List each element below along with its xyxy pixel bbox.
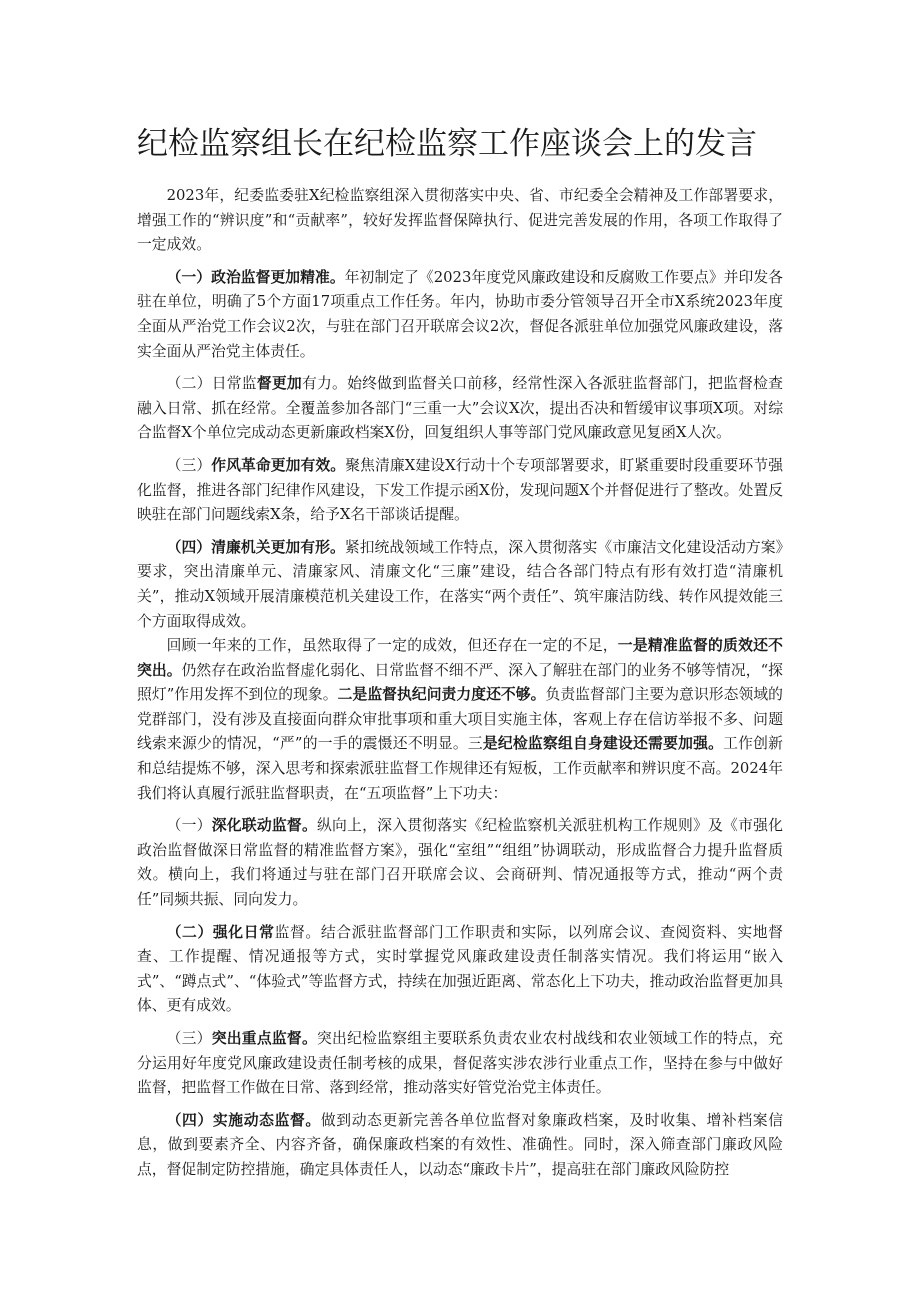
plan-body-1: 纵向上，深入贯彻落实《纪检监察机关派驻机构工作规则》及《市强化政治监督做深日常监督的精准监督方案》，强化“室组”“组组”协调联动，形成监督合力提升监督质效。横向上，我们将通过与驻在部门召开联席会议、会商研判、情况通报等方式，推动“两个责任”同频共振、同向发力。 [137, 817, 783, 909]
achievement-paragraph-3 [137, 454, 783, 528]
plan-body-4: 做到动态更新完善各单位监督对象廉政档案，及时收集、增补档案信息，做到要素齐全、内容齐备，确保廉政档案的有效性、准确性。同时，深入筛查部门廉政风险点，督促制定防控措施，确定具体责任人，以动态“廉政卡片”，提高驻在部门廉政风险防控 [137, 1111, 783, 1178]
document-title: 纪检监察组长在纪检监察工作座谈会上的发言 [137, 126, 757, 162]
plan-heading-1: 深化联动监督。 [211, 817, 317, 835]
achievement-heading-1: （一）政治监督更加精准。 [166, 268, 345, 286]
achievement-body-3: 聚焦清廉X建设X行动十个专项部署要求，盯紧重要时段重要环节强化监督，推进各部门纪律作风建设，下发工作提示函X份，发现问题X个并督促进行了整改。处置反映驻在部门问题线索X条，给予X名干部谈话提醒。 [137, 456, 783, 524]
achievement-prefix-2: （二）日常监 [166, 375, 257, 393]
review-paragraph [137, 634, 783, 806]
achievement-heading-3: 作风革命更加有效。 [211, 456, 346, 474]
plan-heading-4: （四）实施动态监督。 [166, 1111, 321, 1129]
plan-paragraph-2 [137, 921, 783, 1019]
achievement-paragraph-4 [137, 536, 783, 634]
achievement-body-1: 年初制定了《2023年度党风廉政建设和反腐败工作要点》并印发各驻在单位，明确了5个方面17项重点工作任务。年内，协助市委分管领导召开全市X系统2023年度全面从严治党工作会议2次，与驻在部门召开联席会议2次，督促各派驻单位加强党风廉政建设，落实全面从严治党主体责任。 [137, 268, 783, 360]
review-text-2: 仍然存在政治监督虚化弱化、日常监督不细不严、深入了解驻在部门的业务不够等情况，“探照灯”作用发挥不到位的现象。 [137, 661, 783, 704]
plan-prefix-1: （一） [166, 817, 212, 835]
achievement-body-2: 有力。始终做到监督关口前移，经常性深入各派驻监督部门，把监督检查融入日常、抓在经常。全覆盖参加各部门“三重一大”会议X次，提出否决和暂缓审议事项X项。对综合监督X个单位完成动态更新廉政档案X份，回复组织人事等部门党风廉政意见复函X人次。 [137, 375, 783, 442]
achievement-paragraph-2 [137, 372, 783, 446]
achievement-prefix-3: （三） [166, 456, 212, 474]
plan-body-2: 监督。结合派驻监督部门工作职责和实际，以列席会议、查阅资料、实地督查、工作提醒、情况通报等方式，实时掌握党风廉政建设责任制落实情况。我们将运用“嵌入式”、“蹲点式”、“体验式”等监督方式，持续在加强近距离、常态化上下功夫，推动政治监督更加具体、更有成效。 [137, 923, 783, 1015]
document-page [137, 118, 783, 1191]
plan-body-3: 突出纪检监察组主要联系负责农业农村战线和农业领域工作的特点，充分运用好年度党风廉政建设责任制考核的成果，督促落实涉农涉行业重点工作，坚持在参与中做好监督，把监督工作做在日常、落到经常，推动落实好管党治党主体责任。 [137, 1030, 783, 1097]
achievement-heading-2: 督更加 [256, 375, 302, 393]
intro-paragraph: 2023年，纪委监委驻X纪检监察组深入贯彻落实中央、省、市纪委全会精神及工作部署要求，增强工作的“辨识度”和“贡献率”，较好发挥监督保障执行、促进完善发展的作用，各项工作取得了一定成效。 [137, 187, 783, 254]
achievement-body-4: 紧扣统战领域工作特点，深入贯彻落实《市廉洁文化建设活动方案》要求，突出清廉单元、清廉家风、清廉文化“三廉”建设，结合各部门特点有形有效打造“清廉机关”，推动X领域开展清廉模范机关建设工作，在落实“两个责任”、筑牢廉洁防线、转作风提效能三个方面取得成效。 [137, 538, 783, 630]
review-text-1: 回顾一年来的工作，虽然取得了一定的成效，但还存在一定的不足， [166, 637, 618, 655]
achievement-paragraph-1 [137, 266, 783, 364]
plan-paragraph-4 [137, 1109, 783, 1183]
review-text-3: 负责监督部门主要为意识形态领域的党群部门，没有涉及直接面向群众审批事项和重大项目实施主体，客观上存在信访举报不多、问题线索来源少的情况，“严”的一手的震慑还不明显。三 [137, 686, 783, 753]
review-shortcoming-3: 是纪检监察组自身建设还需要加强。 [482, 735, 724, 753]
review-shortcoming-2: 二是监督执纪问责力度还不够。 [337, 686, 546, 704]
plan-prefix-3: （三） [166, 1030, 212, 1047]
review-text-4: 工作创新和总结提炼不够，深入思考和探索派驻监督工作规律还有短板，工作贡献率和辨识度不高。2024年我们将认真履行派驻监督职责，在“五项监督”上下功夫： [137, 735, 783, 802]
plan-paragraph-3 [137, 1027, 783, 1101]
plan-heading-3: 突出重点监督。 [211, 1030, 317, 1047]
review-shortcoming-1: 一是精准监督的质效还不突出。 [137, 637, 783, 679]
plan-paragraph-1 [137, 814, 783, 912]
achievement-heading-4: （四）清廉机关更加有形。 [166, 538, 345, 556]
plan-heading-2: （二）强化日常 [166, 923, 275, 941]
